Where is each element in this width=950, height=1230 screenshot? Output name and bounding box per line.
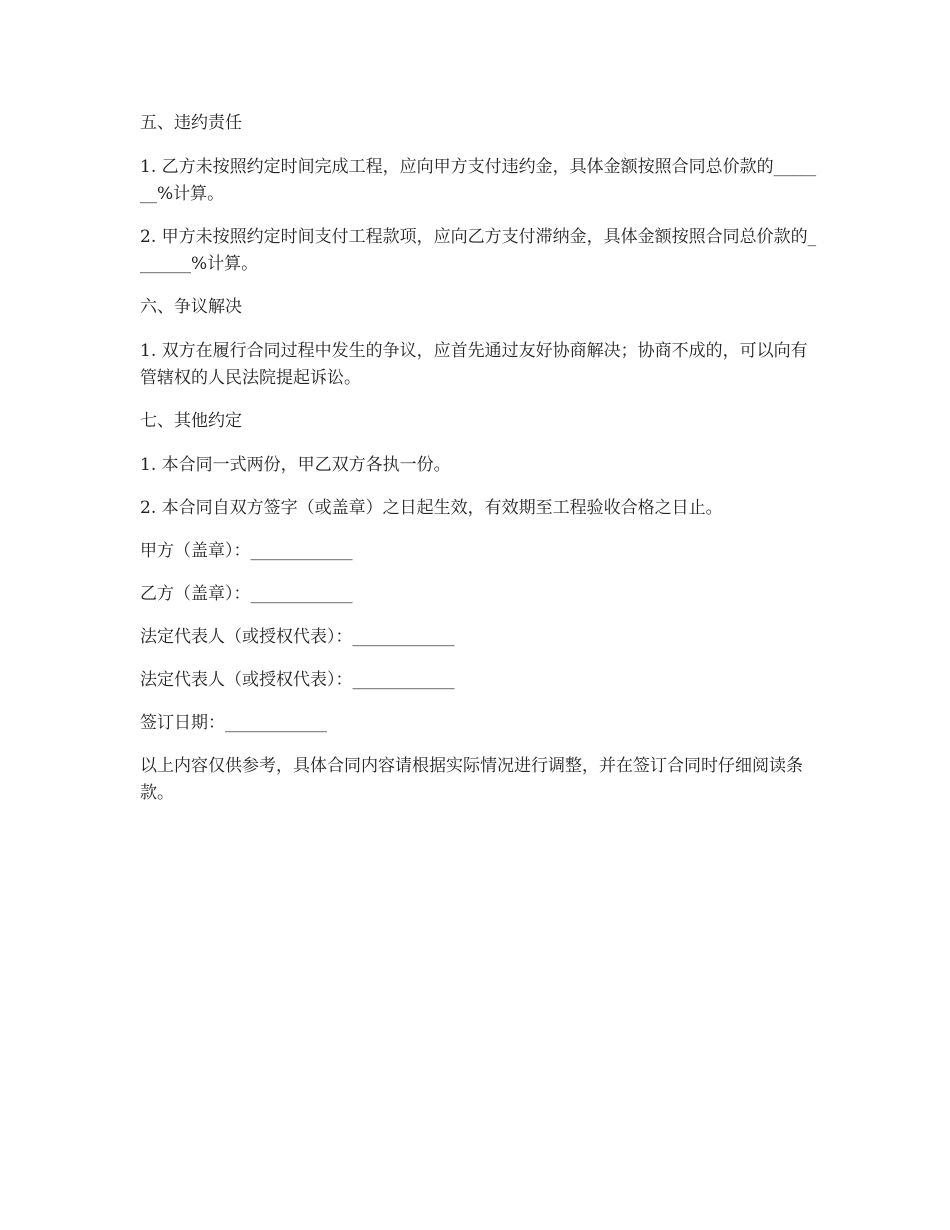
signature-representative-b: 法定代表人（或授权代表）：____________: [140, 670, 455, 690]
signature-representative-a: 法定代表人（或授权代表）：____________: [140, 627, 455, 647]
other-clause-1: 1. 本合同一式两份，甲乙双方各执一份。: [140, 455, 451, 475]
document-page: [140, 110, 820, 823]
signing-date: 签订日期：____________: [140, 713, 327, 733]
breach-clause-2: 2. 甲方未按照约定时间支付工程款项，应向乙方支付滞纳金，具体金额按照合同总价款的_______%计算。: [140, 227, 817, 274]
section-heading-breach: 五、违约责任: [140, 113, 242, 133]
other-clause-2: 2. 本合同自双方签字（或盖章）之日起生效，有效期至工程验收合格之日止。: [140, 498, 723, 518]
dispute-clause-1: 1. 双方在履行合同过程中发生的争议，应首先通过友好协商解决；协商不成的，可以向有管辖权的人民法院提起诉讼。: [140, 341, 808, 388]
section-heading-dispute: 六、争议解决: [140, 297, 242, 317]
section-heading-other: 七、其他约定: [140, 411, 242, 431]
signature-party-b: 乙方（盖章）：____________: [140, 584, 353, 604]
breach-clause-1: 1. 乙方未按照约定时间完成工程，应向甲方支付违约金，具体金额按照合同总价款的_______%计算。: [140, 157, 817, 204]
footer-note: 以上内容仅供参考，具体合同内容请根据实际情况进行调整，并在签订合同时仔细阅读条款。: [140, 756, 803, 803]
signature-party-a: 甲方（盖章）：____________: [140, 541, 353, 561]
